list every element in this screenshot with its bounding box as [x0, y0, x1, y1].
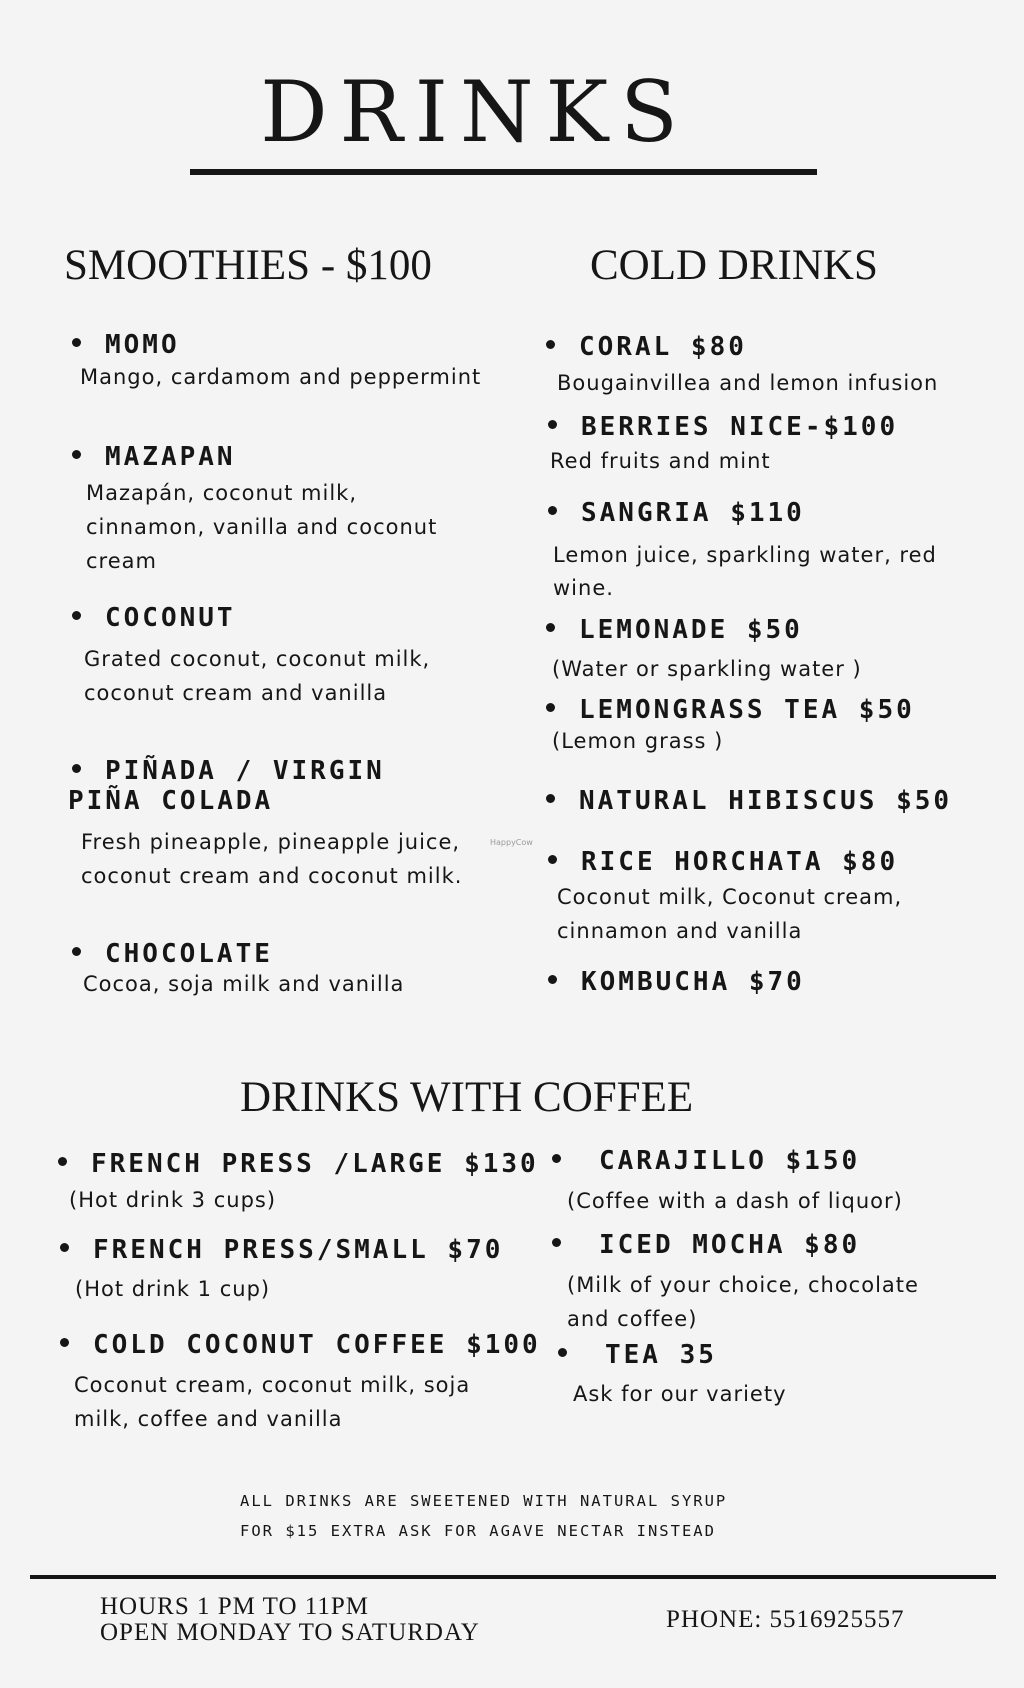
menu-item-name — [552, 1230, 860, 1260]
item-description: cream — [86, 549, 157, 573]
menu-item-name — [72, 442, 236, 472]
title-divider — [190, 169, 817, 175]
item-description: cinnamon and vanilla — [557, 919, 803, 943]
item-description: Bougainvillea and lemon infusion — [557, 371, 939, 395]
item-description: cinnamon, vanilla and coconut — [86, 515, 438, 539]
bullet-icon — [72, 450, 81, 459]
menu-item-name — [72, 939, 273, 969]
item-description: Red fruits and mint — [550, 449, 771, 473]
item-name-text: LEMONADE $50 — [579, 615, 803, 645]
item-name-text: PIÑA COLADA — [68, 786, 274, 816]
bullet-icon — [548, 855, 557, 864]
menu-item-name — [548, 847, 898, 877]
item-name-text: FRENCH PRESS /LARGE $130 — [91, 1149, 539, 1179]
menu-item-name — [72, 603, 236, 633]
menu-item-name — [548, 498, 805, 528]
bullet-icon — [546, 703, 555, 712]
bullet-icon — [558, 1348, 567, 1357]
menu-item-name — [546, 695, 915, 725]
menu-item-name — [548, 412, 898, 442]
item-description: Coconut cream, coconut milk, soja — [74, 1373, 471, 1397]
bullet-icon — [552, 1238, 561, 1247]
menu-item-name — [552, 1146, 860, 1176]
sweetener-note: ALL DRINKS ARE SWEETENED WITH NATURAL SYRUP — [240, 1492, 728, 1510]
coffee-heading: DRINKS WITH COFFEE — [240, 1074, 694, 1121]
bullet-icon — [546, 623, 555, 632]
item-description: Coconut milk, Coconut cream, — [557, 885, 903, 909]
days-line: OPEN MONDAY TO SATURDAY — [100, 1619, 480, 1646]
watermark: HappyCow — [490, 838, 533, 847]
item-description: Grated coconut, coconut milk, — [84, 647, 431, 671]
bullet-icon — [60, 1243, 69, 1252]
item-name-text: CARAJILLO $150 — [599, 1146, 861, 1176]
footer-divider — [30, 1575, 996, 1579]
menu-item-name — [546, 332, 747, 362]
bullet-icon — [58, 1157, 67, 1166]
bullet-icon — [548, 420, 557, 429]
item-description: (Milk of your choice, chocolate — [567, 1273, 919, 1297]
item-description: coconut cream and vanilla — [84, 681, 388, 705]
menu-item-name — [72, 756, 385, 786]
menu-item-name — [558, 1340, 717, 1370]
item-description: (Hot drink 3 cups) — [69, 1188, 277, 1212]
item-description: (Water or sparkling water ) — [552, 657, 862, 681]
bullet-icon — [548, 975, 557, 984]
menu-item-name — [72, 330, 180, 360]
bullet-icon — [546, 340, 555, 349]
smoothies-heading: SMOOTHIES - $100 — [64, 242, 432, 289]
bullet-icon — [552, 1154, 561, 1163]
item-description: (Coffee with a dash of liquor) — [567, 1189, 903, 1213]
item-description: Mango, cardamom and peppermint — [80, 365, 482, 389]
item-description: Ask for our variety — [573, 1382, 787, 1406]
bullet-icon — [548, 506, 557, 515]
bullet-icon — [60, 1338, 69, 1347]
bullet-icon — [546, 794, 555, 803]
menu-item-name — [60, 1330, 541, 1360]
item-name-text: KOMBUCHA $70 — [581, 967, 805, 997]
phone-number: PHONE: 5516925557 — [666, 1606, 905, 1633]
item-description: coconut cream and coconut milk. — [81, 864, 463, 888]
item-name-text: RICE HORCHATA $80 — [581, 847, 899, 877]
item-description: Lemon juice, sparkling water, red — [553, 543, 937, 567]
item-name-text: SANGRIA $110 — [581, 498, 805, 528]
menu-item-name — [60, 1235, 503, 1265]
item-name-text: MAZAPAN — [105, 442, 236, 472]
hours-line: HOURS 1 PM TO 11PM — [100, 1593, 370, 1620]
item-name-text: ICED MOCHA $80 — [599, 1230, 861, 1260]
item-name-text: PIÑADA / VIRGIN — [105, 756, 385, 786]
bullet-icon — [72, 611, 81, 620]
menu-item-name — [548, 967, 805, 997]
item-description: (Hot drink 1 cup) — [75, 1277, 271, 1301]
item-description: Cocoa, soja milk and vanilla — [83, 972, 405, 996]
item-description: Mazapán, coconut milk, — [86, 481, 358, 505]
item-name-text: COCONUT — [105, 603, 236, 633]
bullet-icon — [72, 338, 81, 347]
bullet-icon — [72, 764, 81, 773]
menu-item-name — [546, 786, 952, 816]
item-name-text: TEA 35 — [605, 1340, 717, 1370]
item-name-text: BERRIES NICE-$100 — [581, 412, 899, 442]
agave-note: FOR $15 EXTRA ASK FOR AGAVE NECTAR INSTEAD — [240, 1522, 716, 1540]
item-name-text: LEMONGRASS TEA $50 — [579, 695, 915, 725]
page-title: DRINKS — [260, 63, 690, 161]
item-name-text: FRENCH PRESS/SMALL $70 — [93, 1235, 504, 1265]
item-name-text: COLD COCONUT COFFEE $100 — [93, 1330, 541, 1360]
item-description: milk, coffee and vanilla — [74, 1407, 343, 1431]
item-name-text: NATURAL HIBISCUS $50 — [579, 786, 953, 816]
item-description: wine. — [553, 576, 614, 600]
item-description: and coffee) — [567, 1307, 698, 1331]
item-description: Fresh pineapple, pineapple juice, — [81, 830, 461, 854]
bullet-icon — [72, 947, 81, 956]
item-description: (Lemon grass ) — [552, 729, 724, 753]
item-name-text: CHOCOLATE — [105, 939, 273, 969]
menu-item-name — [546, 615, 803, 645]
cold-drinks-heading: COLD DRINKS — [590, 242, 878, 289]
item-name-text: CORAL $80 — [579, 332, 747, 362]
item-name-text: MOMO — [105, 330, 180, 360]
menu-item-name — [58, 1149, 539, 1179]
